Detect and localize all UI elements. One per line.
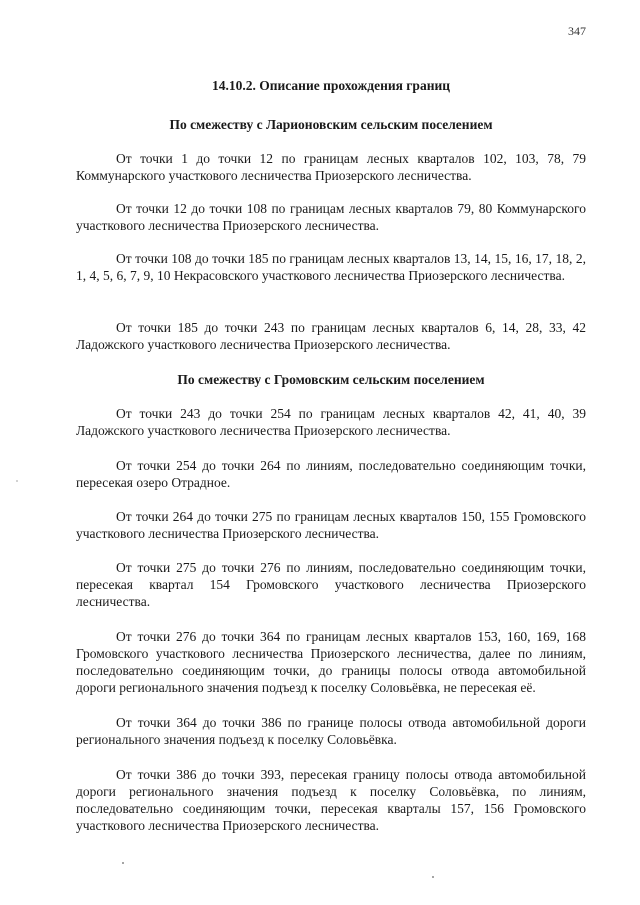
scan-speck <box>122 862 124 864</box>
scan-speck <box>432 876 434 878</box>
paragraph: От точки 364 до точки 386 по границе полосы отвода автомобильной дороги регионального значения подъезд к поселку Соловьёвка. <box>76 715 586 747</box>
paragraph: От точки 12 до точки 108 по границам лесных кварталов 79, 80 Коммунарского участкового лесничества Приозерского лесничества. <box>76 201 586 233</box>
section-title-gromovskoe: По смежеству с Громовским сельским поселением <box>177 372 485 387</box>
paragraph: От точки 254 до точки 264 по линиям, последовательно соединяющим точки, пересекая озеро Отрадное. <box>76 458 586 490</box>
page-number: 347 <box>568 24 586 38</box>
paragraph: От точки 1 до точки 12 по границам лесных кварталов 102, 103, 78, 79 Коммунарского участкового лесничества Приозерского лесничества. <box>76 151 586 183</box>
paragraph: От точки 275 до точки 276 по линиям, последовательно соединяющим точки, пересекая квартал 154 Громовского участкового лесничества Приозерского лесничества. <box>76 560 586 609</box>
scan-speck <box>16 480 18 482</box>
paragraph: От точки 264 до точки 275 по границам лесных кварталов 150, 155 Громовского участкового лесничества Приозерского лесничества. <box>76 509 586 541</box>
paragraph: От точки 276 до точки 364 по границам лесных кварталов 153, 160, 169, 168 Громовского участкового лесничества Приозерского лесничества, далее по линиям, последовательно соединяющим точки, до границы полосы отвода автомобильной дороги регионального значения подъезд к поселку Соловьёвка, не пересекая её. <box>76 629 586 695</box>
paragraph: От точки 108 до точки 185 по границам лесных кварталов 13, 14, 15, 16, 17, 18, 2, 1, 4, 5, 6, 7, 9, 10 Некрасовского участкового лесничества Приозерского лесничества. <box>76 251 586 283</box>
document-heading: 14.10.2. Описание прохождения границ <box>211 78 451 93</box>
paragraph: От точки 386 до точки 393, пересекая границу полосы отвода автомобильной дороги регионального значения подъезд к поселку Соловьёвка, по линиям, последовательно соединяющим точки, пересекая кварталы 157, 156 Громовского участкового лесничества Приозерского лесничества. <box>76 767 586 833</box>
paragraph: От точки 243 до точки 254 по границам лесных кварталов 42, 41, 40, 39 Ладожского участкового лесничества Приозерского лесничества. <box>76 406 586 438</box>
section-title-larionovskoe: По смежеству с Ларионовским сельским поселением <box>169 117 493 132</box>
paragraph: От точки 185 до точки 243 по границам лесных кварталов 6, 14, 28, 33, 42 Ладожского участкового лесничества Приозерского лесничества. <box>76 320 586 352</box>
